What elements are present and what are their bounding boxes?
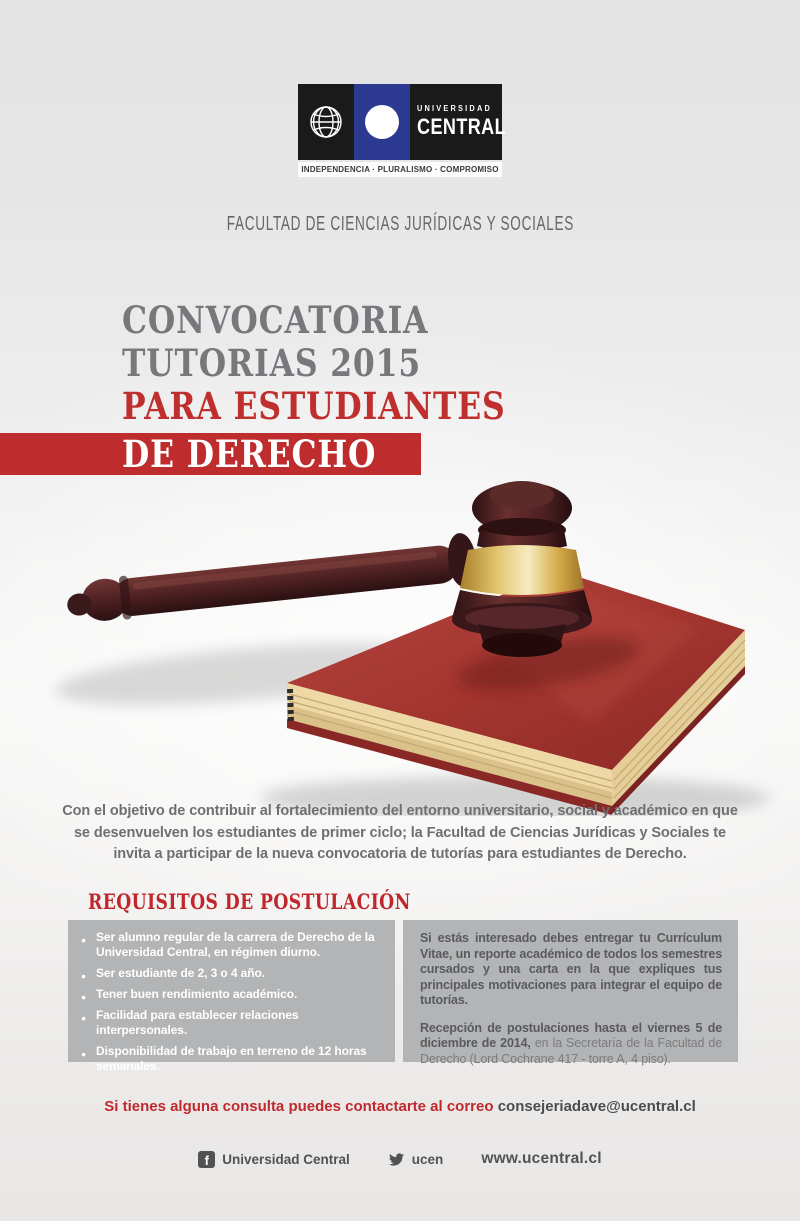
info-paragraph-1: Si estás interesado debes entregar tu Currículum Vitae, un reporte académico de todos los semestres cursados y una carta en la que expliques tus principales motivaciones para integrar el equipo de tutorías. (420, 931, 722, 1007)
logo-university-text: UNIVERSIDAD (417, 104, 493, 113)
title-line-1: CONVOCATORIA (122, 298, 429, 342)
facebook-icon: f (198, 1151, 215, 1168)
twitter-item (388, 1152, 444, 1167)
circle-icon (365, 105, 399, 139)
logo-row (298, 84, 507, 160)
website-url: www.ucentral.cl (481, 1150, 602, 1167)
title-red-bar: DE DERECHO (0, 433, 421, 475)
globe-icon (298, 84, 354, 160)
logo-wordmark (410, 84, 507, 160)
requirement-item: ● Ser estudiante de 2, 3 o 4 año. (81, 966, 383, 981)
faculty-line: FACULTAD DE CIENCIAS JURÍDICAS Y SOCIALES (226, 213, 574, 235)
title-line-3: PARA ESTUDIANTES (122, 384, 506, 428)
contact-text: Si tienes alguna consulta puedes contactarte al correo (104, 1098, 494, 1115)
info-deadline-bold: Recepción de postulaciones hasta el viernes 5 de diciembre de 2014, (420, 1020, 722, 1050)
info-deadline-rest: en la Secretaría de la Facultad de Derecho (Lord Cochrane 417 - torre A, 4 piso). (420, 1036, 722, 1066)
twitter-bird-icon (388, 1152, 405, 1167)
logo-central-text: CENTRAL (417, 114, 507, 139)
requirement-item: ● Facilidad para establecer relaciones interpersonales. (81, 1008, 383, 1038)
facebook-item (198, 1151, 350, 1168)
info-box (403, 920, 738, 1066)
twitter-label: ucen (411, 1151, 444, 1167)
requirement-item: ● Disponibilidad de trabajo en terreno de 12 horas semanales. (81, 1044, 383, 1074)
contact-line (0, 1098, 800, 1115)
logo-blue-square (354, 84, 410, 160)
logo-tagline: INDEPENDENCIA · PLURALISMO · COMPROMISO (298, 162, 502, 177)
requirements-list (81, 930, 383, 1074)
university-logo (298, 84, 507, 177)
requirements-heading: REQUISITOS DE POSTULACIÓN (88, 889, 411, 914)
info-paragraph-2 (420, 1021, 722, 1068)
title-line-2: TUTORIAS 2015 (122, 341, 422, 385)
gavel-book-image (0, 468, 800, 816)
contact-email: consejeriadave@ucentral.cl (497, 1098, 696, 1115)
requirements-box (68, 920, 395, 1073)
intro-paragraph: Con el objetivo de contribuir al fortalecimiento del entorno universitario, social y académico en que se desenvuelven los estudiantes de primer ciclo; la Facultad de Ciencias Jurídicas y Sociales te invita a participar de la nueva convocatoria de tutorías para estudiantes de Derecho. (62, 803, 738, 862)
requirement-item: ● Ser alumno regular de la carrera de Derecho de la Universidad Central, en régimen diurno. (81, 930, 383, 960)
requirement-item: ● Tener buen rendimiento académico. (81, 987, 383, 1002)
facebook-label: Universidad Central (222, 1151, 350, 1167)
footer (0, 1150, 800, 1168)
